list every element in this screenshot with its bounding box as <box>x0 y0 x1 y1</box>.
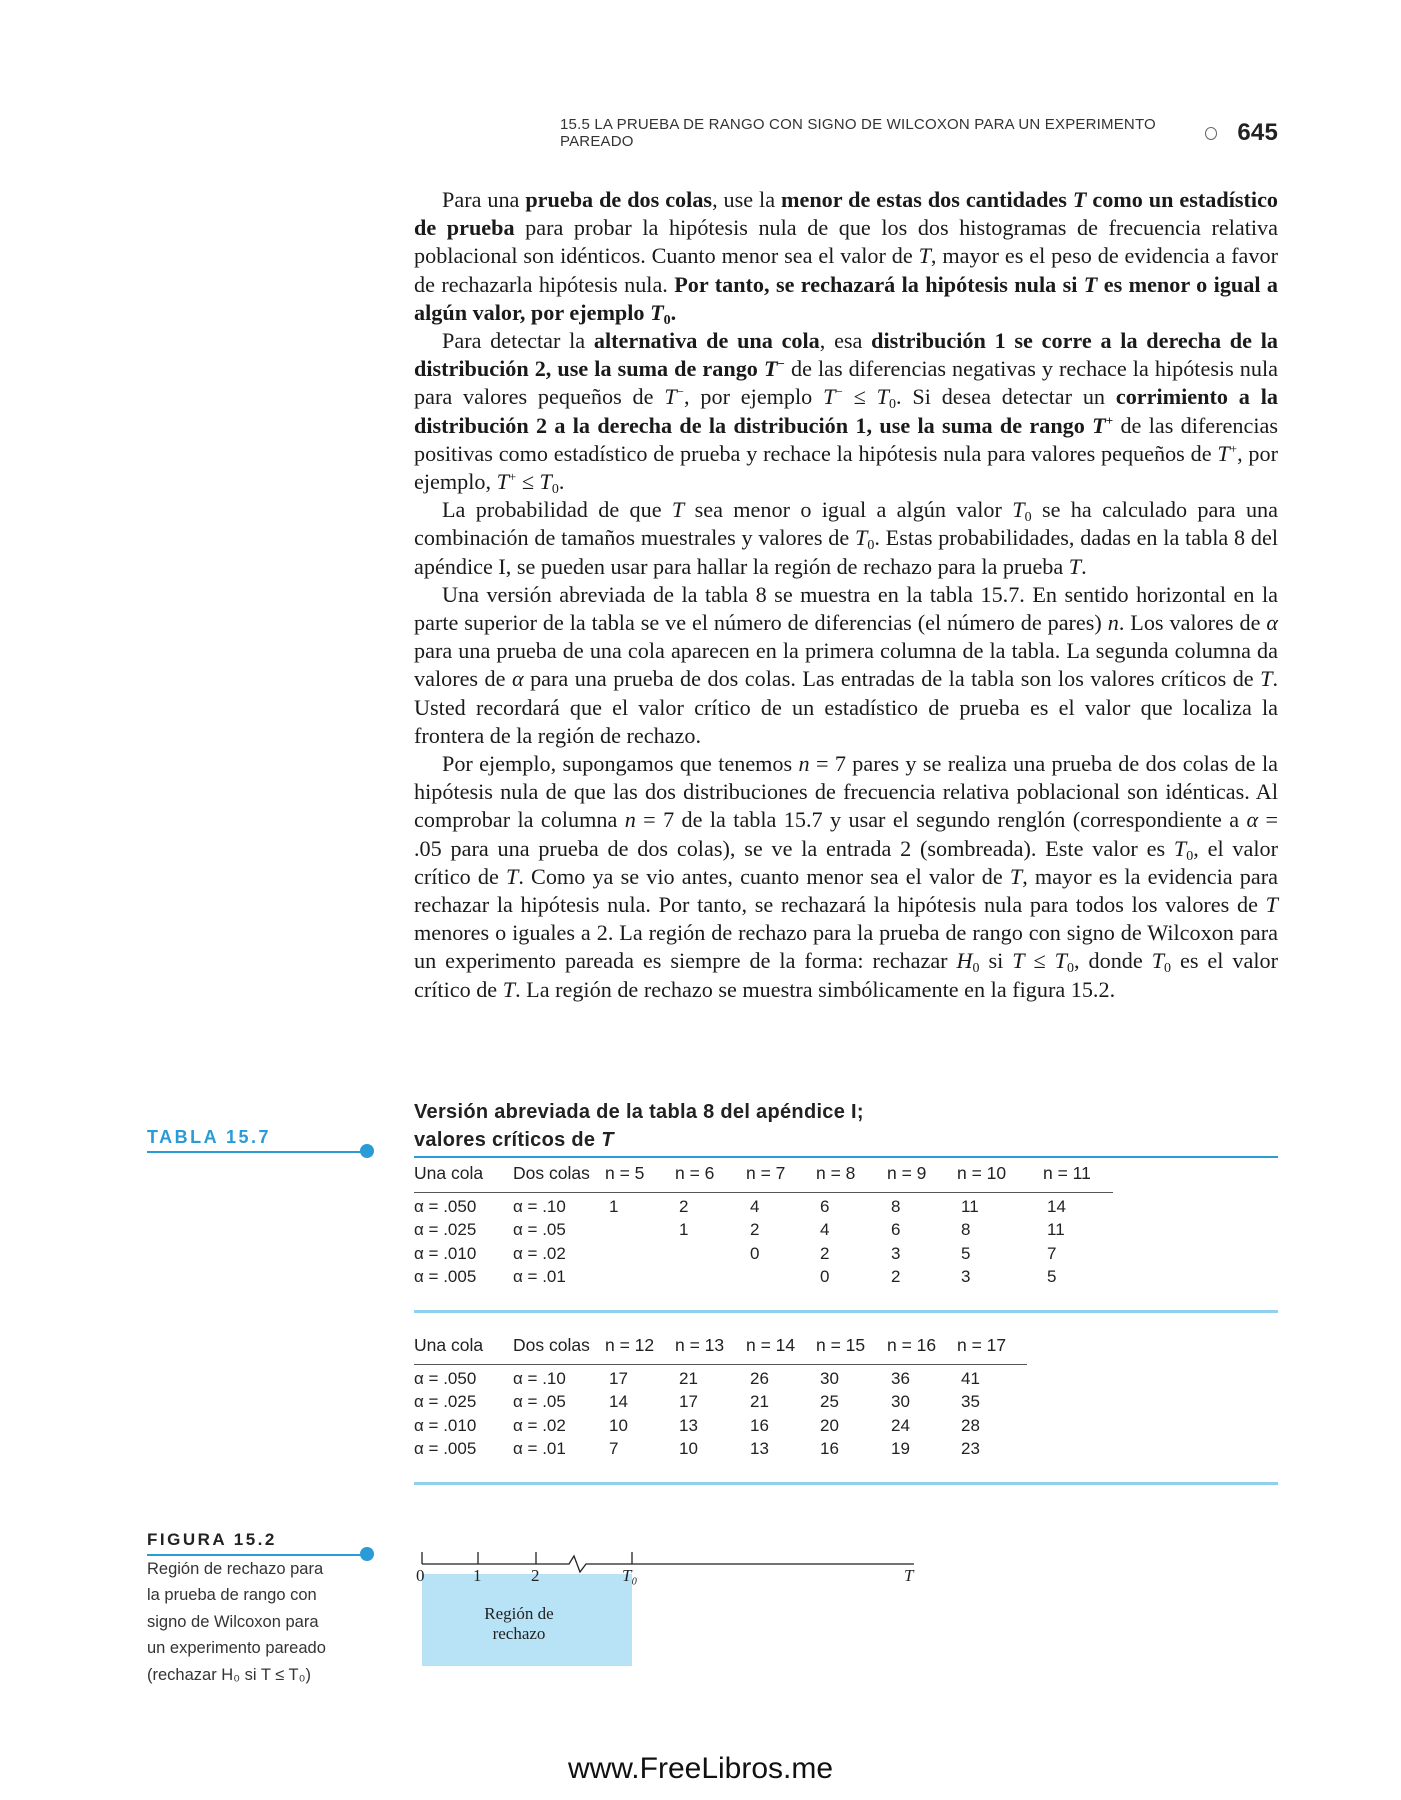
figure-caption <box>147 1556 347 1688</box>
table-row <box>414 1195 1113 1219</box>
alpha-two-tail-cell: α = .10 <box>513 1196 566 1216</box>
critical-value-cell: 1 <box>609 1196 619 1216</box>
body-text <box>414 186 1278 1004</box>
paragraph: Por ejemplo, supongamos que tenemos n = 7 pares y se realiza una prueba de dos colas de la hipótesis nula de que las dos distribuciones de frecuencia relativa poblacional son idénticas. Al comprobar la columna n = 7 de la tabla 15.7 y usar el segundo renglón (correspondiente a α = .05 para una prueba de dos colas), se ve la entrada 2 (sombreada). Este valor es $T_0$, el valor crítico de T. Como ya se vio antes, cuanto menor sea el valor de T, mayor es la evidencia para rechazar la hipótesis nula. Por tanto, se rechazará la hipótesis nula para todos los valores de T menores o iguales a 2. La región de rechazo para la prueba de rango con signo de Wilcoxon para un experimento pareada es siempre de la forma: rechazar $H_0$ si $T \le T_0$, donde $T_0$ es el valor crítico de T. La región de rechazo se muestra simbólicamente en la figura 15.2. <box>414 751 1278 1002</box>
region-label-line: rechazo <box>492 1624 546 1643</box>
col-header-n: n = 15 <box>816 1335 866 1355</box>
col-header-n: n = 14 <box>746 1335 796 1355</box>
critical-values-table-panel1 <box>414 1163 1113 1289</box>
critical-value-cell: 26 <box>750 1368 769 1388</box>
table-label: TABLA 15.7 <box>147 1127 272 1147</box>
critical-value-cell: 21 <box>750 1392 769 1412</box>
table-title-var: T <box>601 1129 614 1151</box>
figure-caption-line: Región de rechazo para <box>147 1560 324 1578</box>
critical-value-cell: 25 <box>820 1392 839 1412</box>
col-header-n: n = 13 <box>675 1335 725 1355</box>
col-header-n: n = 5 <box>605 1163 645 1183</box>
paragraph: Una versión abreviada de la tabla 8 se muestra en la tabla 15.7. En sentido horizontal en la parte superior de la tabla se ve el número de diferencias (el número de pares) n. Los valores de α para una prueba de una cola aparecen en la primera columna de la tabla. La segunda columna da valores de α para una prueba de dos colas. Las entradas de la tabla son los valores críticos de T. Usted recordará que el valor crítico de un estadístico de prueba es el valor que localiza la frontera de la región de rechazo. <box>414 581 1278 748</box>
alpha-two-tail-cell: α = .02 <box>513 1415 566 1435</box>
table-label-dot <box>360 1144 374 1158</box>
alpha-one-tail-cell: α = .005 <box>414 1267 477 1287</box>
critical-value-cell: 8 <box>891 1196 901 1216</box>
critical-value-cell <box>675 1242 746 1266</box>
table-row <box>414 1242 1113 1266</box>
tick-label: T₀ <box>622 1566 638 1585</box>
table-row <box>414 1367 1043 1391</box>
critical-value-cell: 0 <box>820 1267 830 1287</box>
table-bottom-rule <box>414 1482 1278 1485</box>
critical-value-cell: 8 <box>961 1220 971 1240</box>
critical-value-cell: 10 <box>609 1415 628 1435</box>
table-title <box>414 1098 864 1154</box>
table-row <box>414 1414 1043 1438</box>
table-header-row <box>414 1335 1043 1367</box>
col-header-two-tail: Dos colas <box>513 1335 590 1355</box>
critical-value-cell: 23 <box>961 1439 980 1459</box>
figure-caption-line: la prueba de rango con <box>147 1586 317 1605</box>
rejection-region-figure <box>414 1540 934 1670</box>
critical-value-cell: 4 <box>820 1220 830 1240</box>
critical-value-cell: 2 <box>820 1243 830 1263</box>
tick-label: 2 <box>531 1566 540 1585</box>
critical-value-cell: 6 <box>820 1196 830 1216</box>
critical-value-cell: 21 <box>679 1368 698 1388</box>
critical-value-cell: 36 <box>891 1368 910 1388</box>
col-header-n: n = 9 <box>887 1163 927 1183</box>
table-row <box>414 1438 1043 1462</box>
critical-value-cell: 13 <box>750 1439 769 1459</box>
table-header-row <box>414 1163 1113 1195</box>
figure-caption-line: un experimento pareado <box>147 1639 326 1658</box>
col-header-one-tail: Una cola <box>414 1335 484 1355</box>
figure-caption-line: (rechazar H₀ si T ≤ T₀) <box>147 1665 311 1684</box>
critical-value-cell <box>605 1266 675 1290</box>
alpha-two-tail-cell: α = .02 <box>513 1243 566 1263</box>
critical-value-cell <box>675 1266 746 1290</box>
page-number: 645 <box>1237 119 1278 146</box>
critical-value-cell: 41 <box>961 1368 980 1388</box>
col-header-n: n = 16 <box>887 1335 937 1355</box>
critical-value-cell: 7 <box>609 1439 619 1459</box>
table-row <box>414 1391 1043 1415</box>
critical-value-cell: 1 <box>679 1220 689 1240</box>
critical-value-cell <box>605 1219 675 1243</box>
critical-value-cell: 35 <box>961 1392 980 1412</box>
alpha-one-tail-cell: α = .050 <box>414 1368 477 1388</box>
alpha-two-tail-cell: α = .05 <box>513 1392 566 1412</box>
paragraph: Para detectar la alternativa de una cola, esa distribución 1 se corre a la derecha de la distribución 2, use la suma de rango T− de las diferencias negativas y rechace la hipótesis nula para valores pequeños de T−, por ejemplo $T^- \le T_0$. Si desea detectar un corrimiento a la distribución 2 a la derecha de la distribución 1, use la suma de rango T+ de las diferencias positivas como estadístico de prueba y rechace la hipótesis nula para valores pequeños de T+, por ejemplo, $T^+ \le T_0$. <box>414 328 1279 498</box>
table-row <box>414 1219 1113 1243</box>
region-label-line: Región de <box>484 1604 554 1623</box>
col-header-n: n = 10 <box>957 1163 1007 1183</box>
col-header-n: n = 17 <box>957 1335 1007 1355</box>
running-head <box>560 118 1278 148</box>
critical-value-cell: 13 <box>679 1415 698 1435</box>
critical-value-cell: 28 <box>961 1415 980 1435</box>
alpha-one-tail-cell: α = .010 <box>414 1415 477 1435</box>
table-label-rule <box>147 1151 362 1153</box>
alpha-two-tail-cell: α = .01 <box>513 1439 566 1459</box>
running-title: 15.5 LA PRUEBA DE RANGO CON SIGNO DE WILCOXON PARA UN EXPERIMENTO PAREADO <box>560 116 1156 150</box>
critical-value-cell: 30 <box>820 1368 839 1388</box>
col-header-n: n = 12 <box>605 1335 655 1355</box>
number-line <box>414 1540 934 1580</box>
tick-label: T <box>904 1566 914 1585</box>
col-header-n: n = 8 <box>816 1163 856 1183</box>
tick-label: 0 <box>416 1566 425 1585</box>
critical-value-cell: 19 <box>891 1439 910 1459</box>
alpha-one-tail-cell: α = .025 <box>414 1392 477 1412</box>
critical-value-cell: 20 <box>820 1415 839 1435</box>
table-title-line2: valores críticos de <box>414 1129 596 1151</box>
critical-value-cell: 16 <box>750 1415 769 1435</box>
table-divider-rule <box>414 1310 1278 1313</box>
axis-line-with-break <box>422 1556 914 1572</box>
col-header-one-tail: Una cola <box>414 1163 484 1183</box>
table-row <box>414 1266 1113 1290</box>
figure-label-dot <box>360 1547 374 1561</box>
alpha-one-tail-cell: α = .050 <box>414 1196 477 1216</box>
paragraph: Para una prueba de dos colas, use la menor de estas dos cantidades T como un estadístico de prueba para probar la hipótesis nula de que los dos histogramas de frecuencia relativa poblacional son idénticos. Cuanto menor sea el valor de T, mayor es el peso de evidencia a favor de rechazarla hipótesis nula. Por tanto, se rechazará la hipótesis nula si T es menor o igual a algún valor, por ejemplo $T_0$. <box>414 187 1279 328</box>
col-header-n: n = 11 <box>1043 1163 1091 1183</box>
table-header-rule <box>414 1192 1113 1193</box>
footer-site-url: www.FreeLibros.me <box>567 1752 834 1785</box>
figure-label: FIGURA 15.2 <box>147 1530 277 1549</box>
critical-value-cell: 30 <box>891 1392 910 1412</box>
tick-label: 1 <box>473 1566 482 1585</box>
alpha-one-tail-cell: α = .010 <box>414 1243 477 1263</box>
critical-value-cell: 5 <box>961 1243 971 1263</box>
critical-value-cell <box>605 1242 675 1266</box>
critical-value-cell: 11 <box>961 1196 979 1216</box>
critical-values-table-panel2 <box>414 1335 1043 1461</box>
paragraph: La probabilidad de que T sea menor o igual a algún valor $T_0$ se ha calculado para una combinación de tamaños muestrales y valores de $T_0$. Estas probabilidades, dadas en la tabla 8 del apéndice I, se pueden usar para hallar la región de rechazo para la prueba T. <box>414 497 1278 579</box>
critical-value-cell: 3 <box>961 1267 971 1287</box>
table-title-line1: Versión abreviada de la tabla 8 del apéndice I; <box>414 1101 864 1123</box>
critical-value-cell: 2 <box>750 1220 760 1240</box>
alpha-two-tail-cell: α = .10 <box>513 1368 566 1388</box>
critical-value-cell: 11 <box>1047 1220 1065 1240</box>
critical-value-cell <box>746 1266 816 1290</box>
critical-value-cell: 14 <box>609 1392 628 1412</box>
alpha-two-tail-cell: α = .01 <box>513 1267 566 1287</box>
circle-bullet-icon <box>1205 127 1217 140</box>
critical-value-cell: 10 <box>679 1439 698 1459</box>
alpha-two-tail-cell: α = .05 <box>513 1220 566 1240</box>
critical-value-cell: 7 <box>1047 1243 1057 1263</box>
critical-value-cell: 5 <box>1047 1267 1057 1287</box>
critical-value-cell: 16 <box>820 1439 839 1459</box>
critical-value-cell: 17 <box>609 1368 628 1388</box>
col-header-two-tail: Dos colas <box>513 1163 590 1183</box>
region-label <box>464 1604 574 1644</box>
alpha-one-tail-cell: α = .005 <box>414 1439 477 1459</box>
table-top-rule <box>414 1156 1278 1158</box>
figure-caption-line: signo de Wilcoxon para <box>147 1612 319 1631</box>
col-header-n: n = 7 <box>746 1163 786 1183</box>
critical-value-cell: 2 <box>679 1196 689 1216</box>
critical-value-cell: 14 <box>1047 1196 1066 1216</box>
table-header-rule <box>414 1364 1027 1365</box>
critical-value-cell: 17 <box>679 1392 698 1412</box>
alpha-one-tail-cell: α = .025 <box>414 1220 477 1240</box>
col-header-n: n = 6 <box>675 1163 715 1183</box>
critical-value-cell: 24 <box>891 1415 910 1435</box>
critical-value-cell: 6 <box>891 1220 901 1240</box>
critical-value-cell: 2 <box>891 1267 901 1287</box>
critical-value-cell: 4 <box>750 1196 760 1216</box>
critical-value-cell: 0 <box>750 1243 760 1263</box>
critical-value-cell: 3 <box>891 1243 901 1263</box>
